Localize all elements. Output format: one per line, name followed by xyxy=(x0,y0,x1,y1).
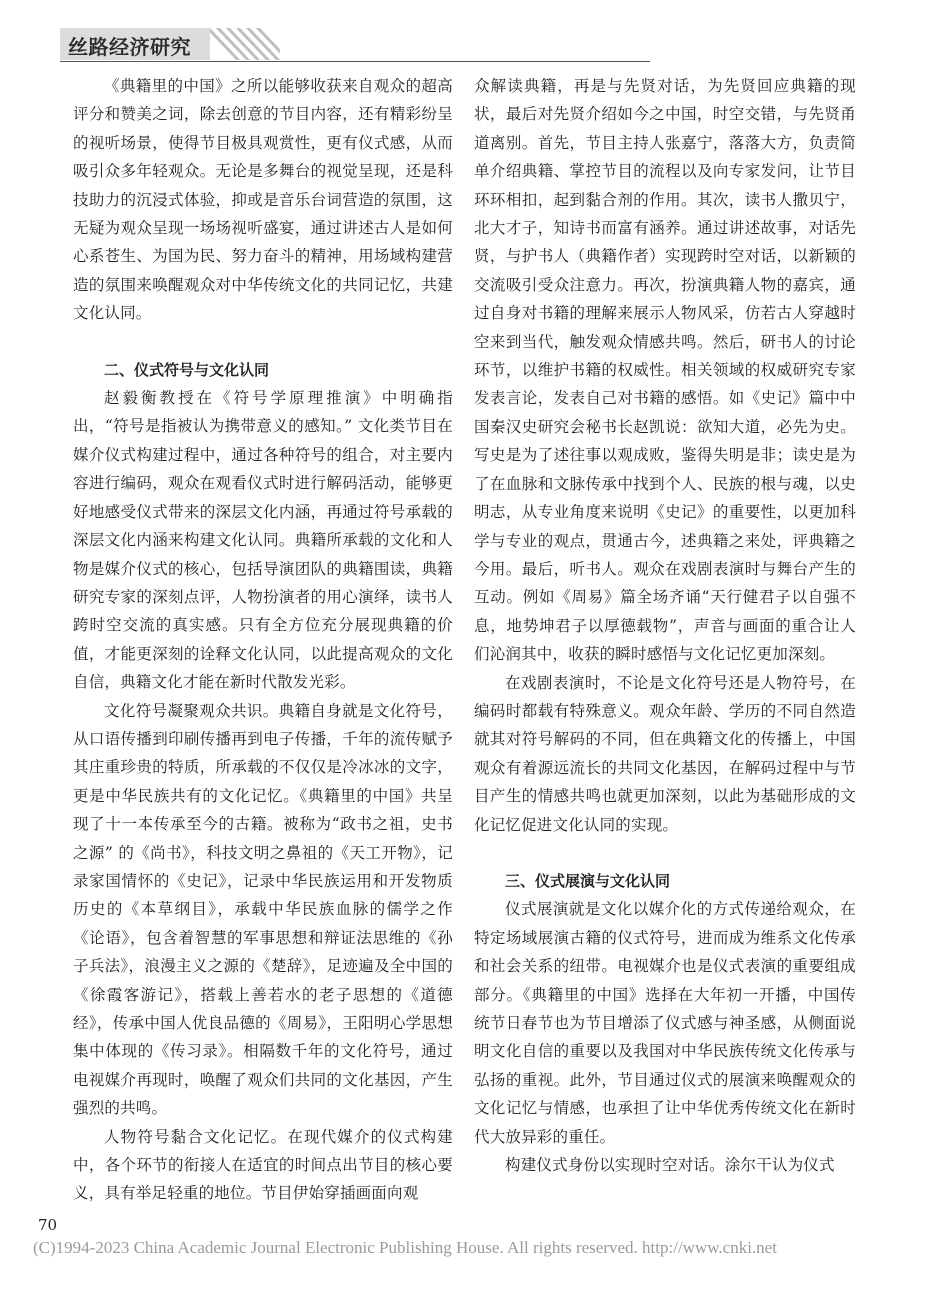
copyright-footer: (C)1994-2023 China Academic Journal Electronic Publishing House. All rights reserved. http://www.cnki.net xyxy=(33,1238,777,1257)
right-column xyxy=(474,72,856,1179)
running-header xyxy=(60,28,650,62)
header-stripes-decoration xyxy=(210,28,280,60)
section-heading-3: 三、仪式展演与文化认同 xyxy=(505,871,671,890)
journal-title: 丝路经济研究 xyxy=(68,35,191,59)
section-gap xyxy=(73,328,453,356)
paragraph-continued: 众解读典籍，再是与先贤对话，为先贤回应典籍的现状，最后对先贤介绍如今之中国，时空交错，与先贤甬道离别。首先，节目主持人张嘉宁，落落大方，负责简单介绍典籍、掌控节目的流程以及向专家发问，让节目环环相扣，起到黏合剂的作用。其次，读书人撒贝宁，北大才子，知诗书而富有涵养。通过讲述故事，对话先贤，与护书人（典籍作者）实现跨时空对话，以新颖的交流吸引受众注意力。再次，扮演典籍人物的嘉宾，通过自身对书籍的理解来展示人物风采，仿若古人穿越时空来到当代，触发观众情感共鸣。然后，研书人的讨论环节，以维护书籍的权威性。相关领域的权威研究专家发表言论，发表自己对书籍的感悟。如《史记》篇中中国秦汉史研究会秘书长赵凯说：欲知大道，必先为史。写史是为了述往事以观成败，鉴得失明是非；读史是为了在血脉和文脉传承中找到个人、民族的根与魂，以史明志，从专业角度来说明《史记》的重要性，以更加科学与专业的观点，贯通古今，述典籍之来处，评典籍之今用。最后，听书人。观众在戏剧表演时与舞台产生的互动。例如《周易》篇全场齐诵“天行健君子以自强不息，地势坤君子以厚德载物”，声音与画面的重合让人们沁润其中，收获的瞬时感悟与文化记忆更加深刻。 xyxy=(474,77,856,664)
left-column xyxy=(73,72,453,1208)
paragraph-3-1: 仪式展演就是文化以媒介化的方式传递给观众，在特定场域展演古籍的仪式符号，进而成为维系文化传承和社会关系的纽带。电视媒介也是仪式表演的重要组成部分。《典籍里的中国》选择在大年初一开播，中国传统节日春节也为节目增添了仪式感与神圣感，从侧面说明文化自信的重要以及我国对中华民族传统文化传承与弘扬的重视。此外，节目通过仪式的展演来唤醒观众的文化记忆与情感，也承担了让中华优秀传统文化在新时代大放异彩的重任。 xyxy=(474,900,856,1146)
header-rule xyxy=(60,61,650,62)
section-heading-2: 二、仪式符号与文化认同 xyxy=(104,360,270,379)
page-number: 70 xyxy=(38,1216,58,1234)
paragraph-continued-2: 在戏剧表演时，不论是文化符号还是人物符号，在编码时都载有特殊意义。观众年龄、学历的不同自然造就其对符号解码的不同，但在典籍文化的传播上，中国观众有着源远流长的共同文化基因，在解码过程中与节目产生的情感共鸣也就更加深刻，以此为基础形成的文化记忆促进文化认同的实现。 xyxy=(474,673,856,834)
paragraph-2-2: 文化符号凝聚观众共识。典籍自身就是文化符号，从口语传播到印刷传播再到电子传播，千年的流传赋予其庄重珍贵的特质，所承载的不仅仅是冷冰冰的文字，更是中华民族共有的文化记忆。《典籍里的中国》共呈现了十一本传承至今的古籍。被称为“政书之祖，史书之源” 的《尚书》，科技文明之鼻祖的《天工开物》，记录家国情怀的《史记》，记录中华民族运用和开发物质历史的《本草纲目》，承载中华民族血脉的儒学之作《论语》，包含着智慧的军事思想和辩证法思维的《孙子兵法》，浪漫主义之源的《楚辞》，足迹遍及全中国的《徐霞客游记》，搭载上善若水的老子思想的《道德经》，传承中国人优良品德的《周易》，王阳明心学思想集中体现的《传习录》。相隔数千年的文化符号，通过电视媒介再现时，唤醒了观众们共同的文化基因，产生强烈的共鸣。 xyxy=(73,701,453,1118)
paragraph-2-3: 人物符号黏合文化记忆。在现代媒介的仪式构建中，各个环节的衔接人在适宜的时间点出节目的核心要义，具有举足轻重的地位。节目伊始穿插画面向观 xyxy=(73,1127,453,1203)
paragraph-2-1: 赵毅衡教授在《符号学原理推演》中明确指出，“符号是指被认为携带意义的感知。” 文化类节目在媒介仪式构建过程中，通过各种符号的组合，对主要内容进行编码，观众在观看仪式时进行解码活动，能够更好地感受仪式带来的深层文化内涵，再通过符号承载的深层文化内涵来构建文化认同。典籍所承载的文化和人物是媒介仪式的核心，包括导演团队的典籍围读，典籍研究专家的深刻点评，人物扮演者的用心演绎，读书人跨时空交流的真实感。只有全方位充分展现典籍的价值，才能更深刻的诠释文化认同，以此提高观众的文化自信，典籍文化才能在新时代散发光彩。 xyxy=(73,389,453,692)
section-gap xyxy=(474,839,856,867)
paragraph-3-2: 构建仪式身份以实现时空对话。涂尔干认为仪式 xyxy=(505,1156,835,1175)
paragraph-intro: 《典籍里的中国》之所以能够收获来自观众的超高评分和赞美之词，除去创意的节目内容，还有精彩纷呈的视听场景，使得节目极具观赏性，更有仪式感，从而吸引众多年轻观众。无论是多舞台的视觉呈现，还是科技助力的沉浸式体验，抑或是音乐台词营造的氛围，这无疑为观众呈现一场场视听盛宴，通过讲述古人是如何心系苍生、为国为民、努力奋斗的精神，用场域构建营造的氛围来唤醒观众对中华传统文化的共同记忆，共建文化认同。 xyxy=(73,77,453,323)
